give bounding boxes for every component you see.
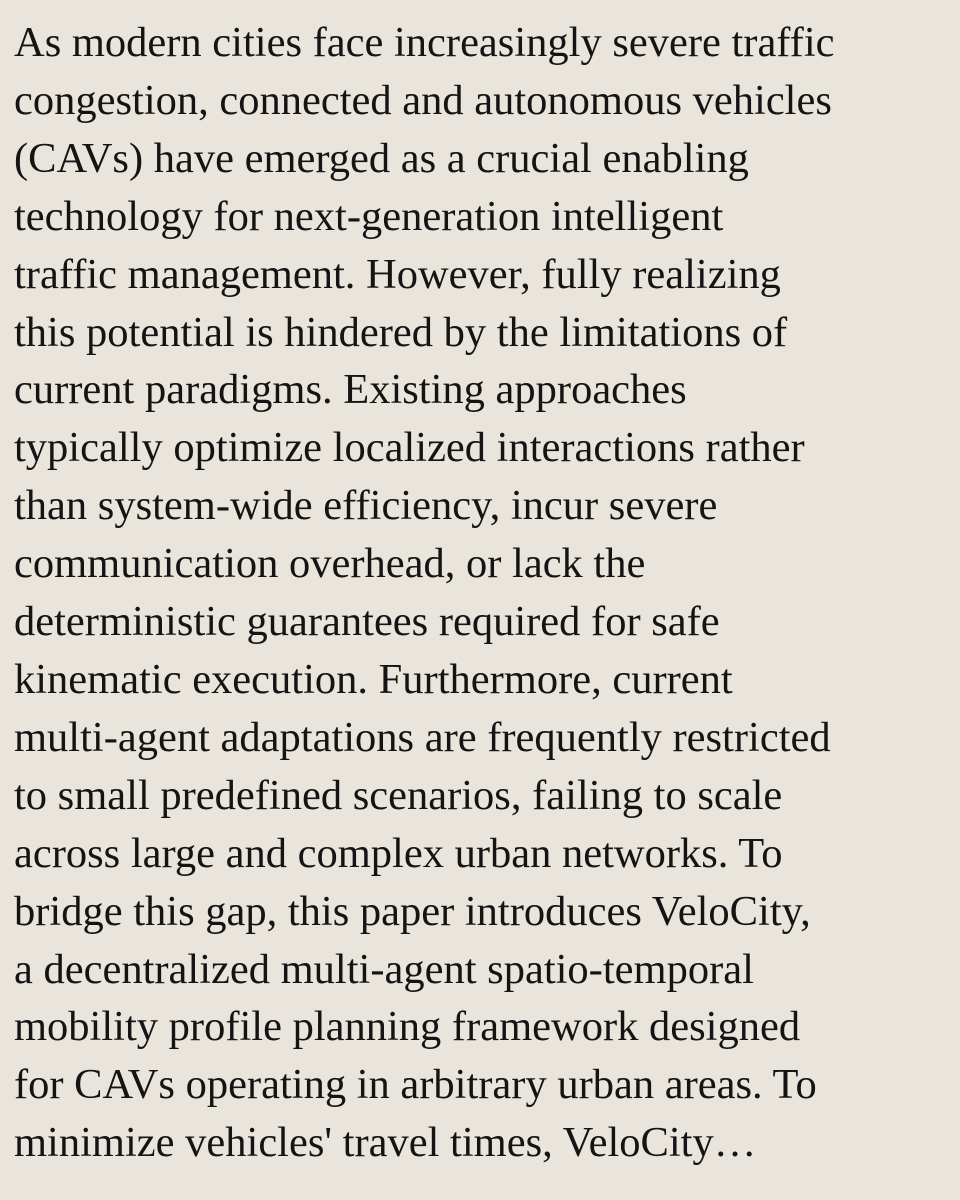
text-line: multi-agent adaptations are frequently restricted (14, 713, 831, 761)
text-line: than system-wide efficiency, incur severe (14, 482, 718, 530)
text-line: deterministic guarantees required for safe (14, 598, 720, 646)
text-line: kinematic execution. Furthermore, current (14, 655, 733, 703)
text-line: technology for next-generation intelligent (14, 192, 724, 240)
text-line: this potential is hindered by the limitations of (14, 308, 788, 356)
text-line: communication overhead, or lack the (14, 540, 646, 588)
text-line: across large and complex urban networks. To (14, 829, 783, 877)
text-line: traffic management. However, fully realizing (14, 250, 781, 298)
text-line: As modern cities face increasingly severe traffic (14, 19, 835, 66)
text-line: typically optimize localized interactions rather (14, 424, 805, 472)
text-line: current paradigms. Existing approaches (14, 366, 687, 414)
text-line: (CAVs) have emerged as a crucial enabling (14, 134, 749, 182)
text-line: to small predefined scenarios, failing to scale (14, 771, 783, 819)
text-line: bridge this gap, this paper introduces VeloCity, (14, 887, 811, 935)
text-line: congestion, connected and autonomous vehicles (14, 76, 832, 124)
text-line: a decentralized multi-agent spatio-temporal (14, 945, 754, 993)
text-line: for CAVs operating in arbitrary urban areas. To (14, 1061, 817, 1109)
text-line: mobility profile planning framework designed (14, 1003, 801, 1051)
text-line: minimize vehicles' travel times, VeloCity… (14, 1119, 757, 1167)
abstract-text (14, 14, 954, 1172)
